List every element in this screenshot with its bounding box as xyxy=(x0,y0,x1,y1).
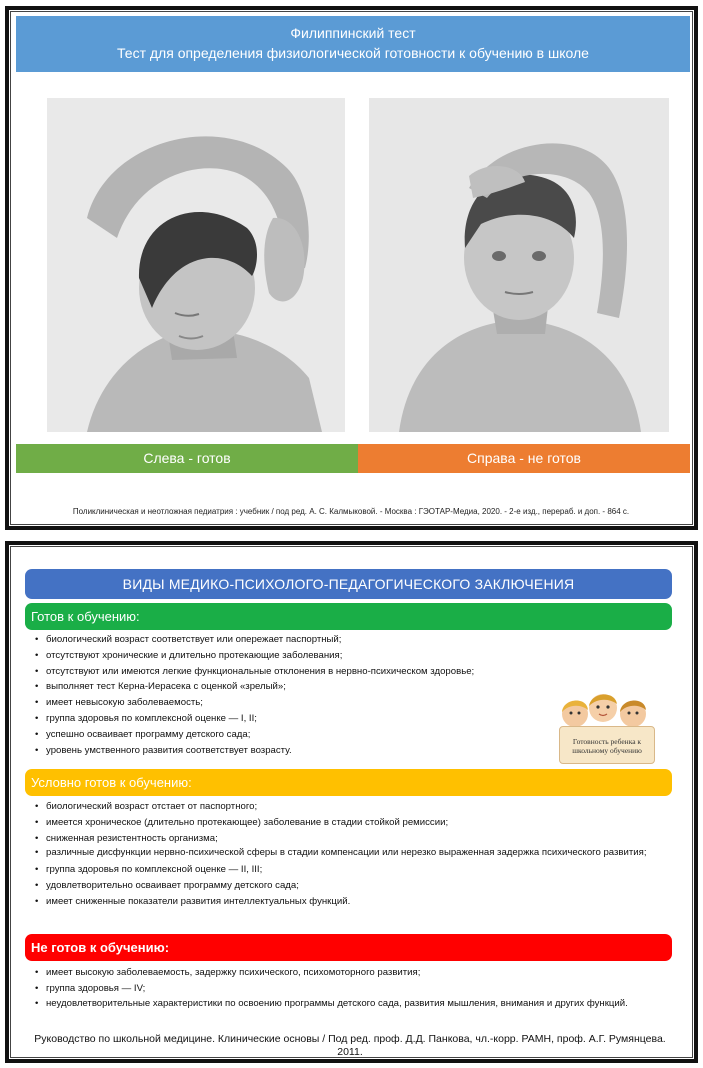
photo-ready-child xyxy=(47,98,345,432)
list-item: • успешно осваивает программу детского сада; xyxy=(46,727,586,743)
list-not-ready xyxy=(31,965,676,1013)
photo-not-ready-child xyxy=(369,98,669,432)
list-item: • отсутствуют хронические и длительно протекающие заболевания; xyxy=(46,648,586,664)
list-item: • группа здоровья по комплексной оценке — II, III; xyxy=(46,862,676,878)
slide-header xyxy=(16,16,690,72)
list-item: • имеет сниженные показатели развития интеллектуальных функций. xyxy=(46,894,676,910)
list-item: • биологический возраст отстает от паспортного; xyxy=(46,799,676,815)
section-heading-conditional: Условно готов к обучению: xyxy=(25,769,672,796)
list-item: • сниженная резистентность организма; xyxy=(46,831,676,847)
list-item: • отсутствуют или имеются легкие функциональные отклонения в нервно-психическом здоровье; xyxy=(46,664,586,680)
list-item: • имеется хроническое (длительно протекающее) заболевание в стадии стойкой ремиссии; xyxy=(46,815,676,831)
citation: Руководство по школьной медицине. Клинические основы / Под ред. проф. Д.Д. Панкова, чл.-корр. РАМН, проф. А.Г. Румянцева. 2011. xyxy=(34,1033,666,1058)
label-ready: Слева - готов xyxy=(16,444,358,473)
label-not-ready: Справа - не готов xyxy=(358,444,690,473)
list-item: • группа здоровья — IV; xyxy=(46,981,676,997)
section-heading-ready: Готов к обучению: xyxy=(25,603,672,630)
list-item: • уровень умственного развития соответствует возрасту. xyxy=(46,743,586,759)
list-item: • неудовлетворительные характеристики по освоению программы детского сада, развития мышления, внимания и других функций. xyxy=(46,997,676,1010)
school-readiness-badge xyxy=(553,688,659,772)
list-ready xyxy=(31,632,586,758)
list-item: • группа здоровья по комплексной оценке — I, II; xyxy=(46,711,586,727)
badge-caption: Готовность ребенка к школьному обучению xyxy=(559,726,655,764)
list-item: • удовлетворительно осваивает программу детского сада; xyxy=(46,878,676,894)
list-item: • биологический возраст соответствует или опережает паспортный; xyxy=(46,632,586,648)
slide-frame xyxy=(10,11,693,525)
slide-philippine-test xyxy=(5,6,698,530)
citation: Поликлиническая и неотложная педиатрия : учебник / под ред. А. С. Калмыковой. - Москва : ГЭОТАР-Медиа, 2020. - 2-е изд., перераб. и доп. - 864 с. xyxy=(72,507,630,516)
slide-subtitle: Тест для определения физиологической готовности к обучению в школе xyxy=(117,45,589,61)
section-heading-not-ready: Не готов к обучению: xyxy=(25,934,672,961)
slide-title: Филиппинский тест xyxy=(290,25,416,41)
slide-title: ВИДЫ МЕДИКО-ПСИХОЛОГО-ПЕДАГОГИЧЕСКОГО ЗАКЛЮЧЕНИЯ xyxy=(25,569,672,599)
list-item: • различные дисфункции нервно-психической сферы в стадии компенсации или нерезко выраженная задержка психического развития; xyxy=(46,846,676,859)
list-item: • имеет невысокую заболеваемость; xyxy=(46,695,586,711)
list-conditional xyxy=(31,799,676,910)
slide-conclusion-types xyxy=(5,541,698,1063)
list-item: • выполняет тест Керна-Иерасека с оценкой «зрелый»; xyxy=(46,679,586,695)
slide-frame xyxy=(10,546,693,1058)
list-item: • имеет высокую заболеваемость, задержку психического, психомоторного развития; xyxy=(46,965,676,981)
